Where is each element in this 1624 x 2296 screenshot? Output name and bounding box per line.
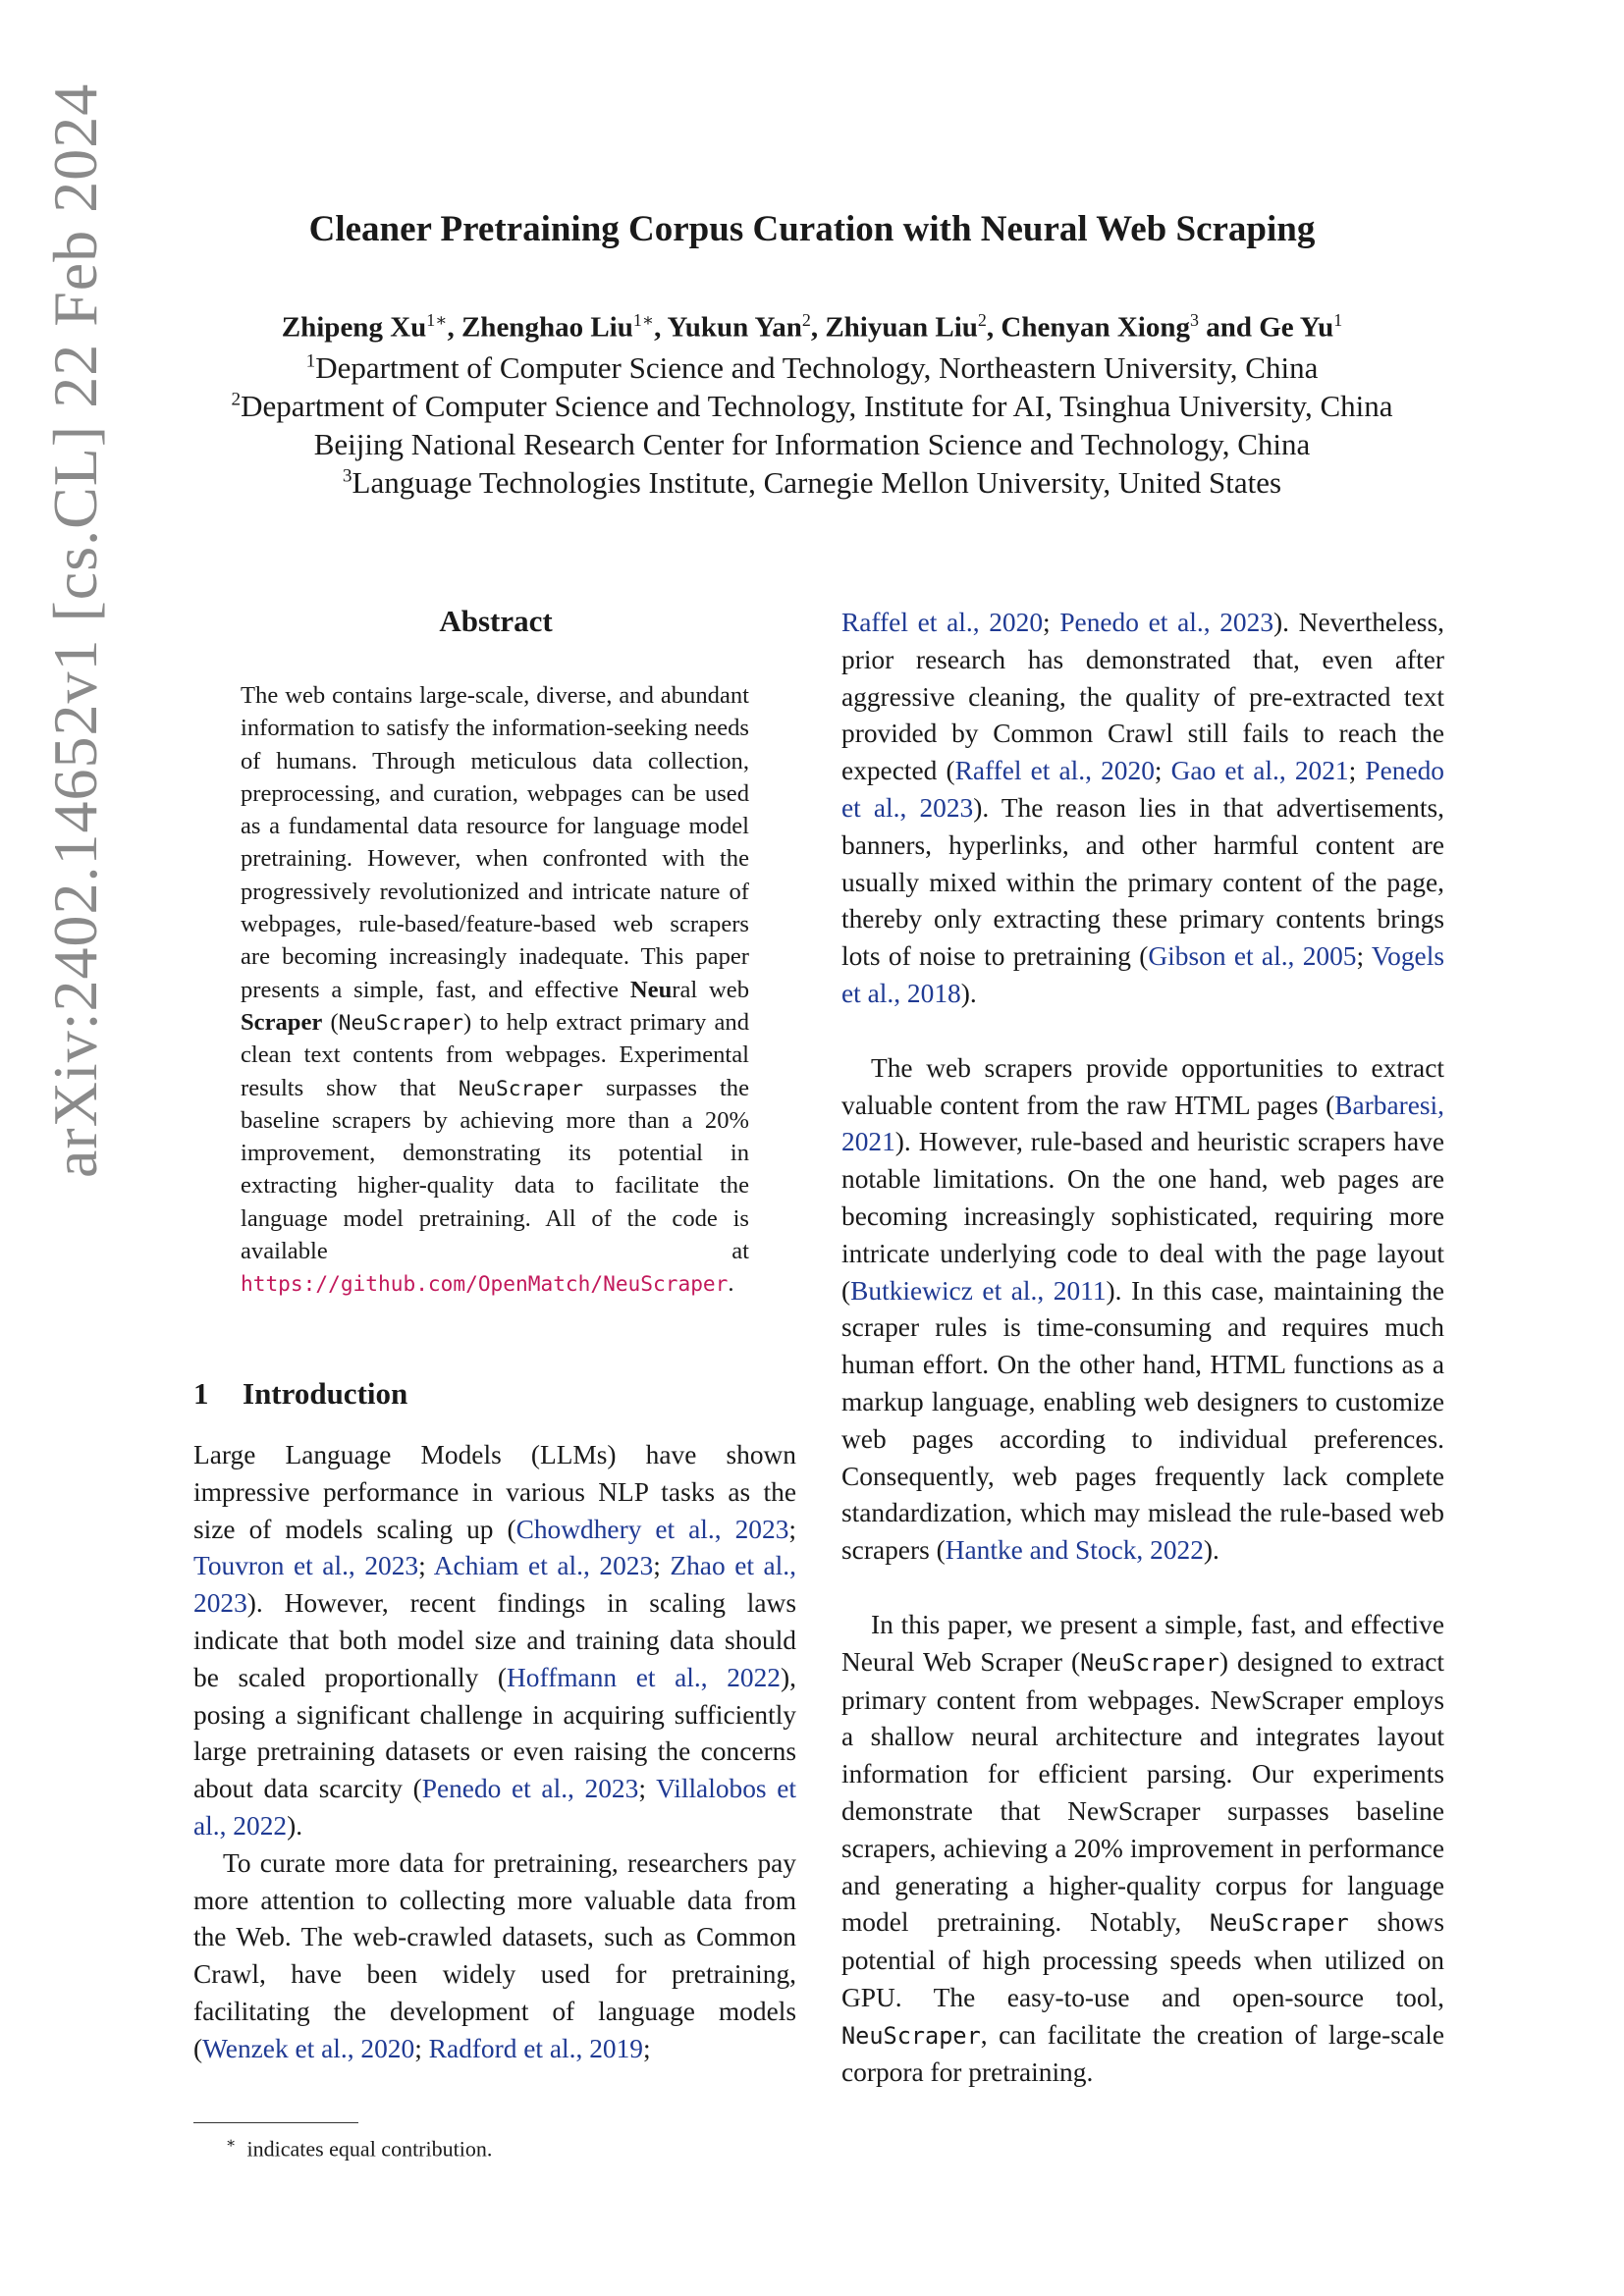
citation-link[interactable]: Villalobos et al., 2022 [193, 1774, 796, 1841]
citation-link[interactable]: Penedo et al., 2023 [421, 1774, 639, 1804]
citation-separator: ; [1043, 608, 1060, 637]
abstract-text: ) to help extract primary and clean text contents from webpages. Experimental results show that [241, 1008, 749, 1101]
citation-separator: ; [638, 1774, 657, 1804]
code-url-link[interactable]: https://github.com/OpenMatch/NeuScraper [241, 1271, 729, 1297]
citation-separator: ; [1154, 756, 1171, 786]
affiliation-text: Department of Computer Science and Technology, Institute for AI, Tsinghua University, China [241, 389, 1393, 423]
footnote [226, 2134, 492, 2162]
citation-separator: ; [1348, 756, 1366, 786]
body-text: ). Nevertheless, prior research has demonstrated that, even after aggressive cleaning, the quality of pre-extracted text provided by Common Crawl still fails to reach the expected ( [841, 608, 1444, 786]
body-text: To curate more data for pretraining, researchers pay more attention to collecting more valuable data from the Web. The web-crawled datasets, such as Common Crawl, have been widely used for pretraining, facilitating the development of language models ( [193, 1847, 796, 2063]
body-text: Large Language Models (LLMs) have shown impressive performance in various NLP tasks as the size of models scaling up ( [193, 1440, 796, 1544]
citation-link[interactable]: Achiam et al., 2023 [433, 1551, 654, 1581]
citation-link[interactable]: Penedo et al., 2023 [841, 756, 1444, 823]
body-text: ). [960, 978, 977, 1008]
abstract-bold-neu: Neu [629, 976, 673, 1003]
citation-link[interactable]: Chowdhery et al., 2023 [515, 1514, 789, 1544]
citation-link[interactable]: Hoffmann et al., 2022 [507, 1662, 781, 1692]
body-text: ). [1203, 1535, 1219, 1566]
author-mark: 2 [801, 310, 811, 330]
body-text: ). However, recent findings in scaling laws indicate that both model size and training data should be scaled proportionally ( [193, 1588, 796, 1692]
intro-paragraph-2 [193, 1845, 796, 2068]
affiliation [0, 427, 1624, 462]
abstract-bold-scraper: Scraper [241, 1008, 323, 1036]
body-text: ). [287, 1810, 303, 1841]
citation-separator: ; [1356, 941, 1372, 972]
author-name: Zhipeng Xu [281, 311, 427, 344]
abstract-text: . [728, 1270, 734, 1298]
author-name: Yukun Yan [667, 311, 802, 344]
affiliation-mark: 1 [305, 350, 316, 372]
abstract-text: ral web [672, 976, 750, 1003]
affiliation [0, 465, 1624, 501]
section-number: 1 [193, 1376, 209, 1411]
citation-link[interactable]: Raffel et al., 2020 [954, 756, 1155, 786]
citation-separator: ; [418, 1551, 434, 1581]
citation-link[interactable]: Penedo et al., 2023 [1059, 608, 1274, 637]
footnote-text: indicates equal contribution. [246, 2136, 493, 2162]
citation-link[interactable]: Wenzek et al., 2020 [202, 2033, 415, 2063]
footnote-rule [193, 2122, 358, 2123]
body-text: The web scrapers provide opportunities to extract valuable content from the raw HTML pages ( [841, 1052, 1444, 1120]
citation-link[interactable]: Vogels et al., 2018 [841, 941, 1444, 1008]
code-name: NeuScraper [338, 1009, 464, 1035]
authors-conjunction: and [1206, 311, 1252, 344]
author-list: Zhipeng $Xu^{1∗}$, Zhenghao Liu$^{1∗}$, Yukun Yan$^2$, Zhiyuan Liu$^2$, Chenyan Xiong$^3$ and Ge Yu$^1$ [281, 310, 1343, 344]
abstract-text: The web contains large-scale, diverse, and abundant information to satisfy the information-seeking needs of humans. Through meticulous data collection, preprocessing, and curation, webpages can be used as a fundamental data resource for language model pretraining. However, when confronted with the progressively revolutionized and intricate nature of webpages, rule-based/feature-based web scrapers are becoming increasingly inadequate. This paper presents a simple, fast, and effective [241, 682, 749, 1003]
citation-separator: ; [642, 2033, 651, 2063]
footnote-mark: ∗ [226, 2135, 237, 2152]
code-name: NeuScraper [458, 1075, 584, 1100]
right-paragraph-3 [841, 1607, 1444, 2092]
citation-link[interactable]: Raffel et al., 2020 [841, 608, 1044, 637]
citation-link[interactable]: Hantke and Stock, 2022 [945, 1535, 1204, 1566]
author-mark: 1∗ [426, 310, 448, 330]
affiliation-text: Language Technologies Institute, Carnegie Mellon University, United States [352, 465, 1282, 500]
citation-link[interactable]: Gibson et al., 2005 [1148, 941, 1357, 972]
body-text: , can facilitate the creation of large-scale corpora for pretraining. [841, 2019, 1444, 2088]
affiliation-mark: 2 [231, 389, 242, 410]
code-name: NeuScraper [1080, 1648, 1219, 1677]
citation-separator: ; [788, 1514, 797, 1544]
code-name: NeuScraper [841, 2021, 981, 2050]
body-text: ), posing a significant challenge in acquiring sufficiently large pretraining datasets or even raising the concerns about data scarcity ( [193, 1662, 796, 1804]
affiliation-mark: 3 [342, 465, 352, 487]
body-text: ). However, rule-based and heuristic scrapers have notable limitations. On the one hand, web pages are becoming increasingly sophisticated, requiring more intricate underlying code to deal with the page layout ( [841, 1127, 1444, 1306]
author-mark: 1 [1333, 310, 1343, 330]
section-heading [193, 1376, 407, 1412]
abstract-heading: Abstract [439, 604, 553, 638]
citation-link[interactable]: Gao et al., 2021 [1170, 756, 1349, 786]
affiliation [0, 350, 1624, 386]
section-title: Introduction [243, 1376, 408, 1411]
author-mark: 1∗ [632, 310, 655, 330]
abstract-text: surpasses the baseline scrapers by achieving more than a 20% improvement, demonstrating its potential in extracting higher-quality data to facilitate the language model pretraining. All of the code is available at [241, 1074, 749, 1265]
author-mark: 3 [1189, 310, 1199, 330]
body-text: In this paper, we present a simple, fast, and effective Neural Web Scraper ( [841, 1609, 1444, 1677]
author-name: Chenyan Xiong [1001, 311, 1190, 344]
citation-link[interactable]: Zhao et al., 2023 [193, 1551, 796, 1619]
abstract-text: ( [322, 1008, 339, 1036]
author-name: Ge Yu [1259, 311, 1334, 344]
author-name: Zhenghao Liu [460, 311, 633, 344]
code-name: NeuScraper [1210, 1909, 1349, 1938]
intro-paragraph-1 [193, 1437, 796, 1845]
body-text: ). In this case, maintaining the scraper rules is time-consuming and requires much human effort. On the other hand, HTML functions as a markup language, enabling web designers to customize web pages according to individual preferences. Consequently, web pages frequently lack complete standardization, which may mislead the rule-based web scrapers ( [841, 1275, 1444, 1566]
right-column [841, 605, 1444, 2092]
affiliation-text: Department of Computer Science and Technology, Northeastern University, China [315, 350, 1319, 385]
arxiv-identifier-stamp: arXiv:2402.14652v1 [cs.CL] 22 Feb 2024 [40, 82, 110, 1178]
author-mark: 2 [977, 310, 987, 330]
affiliation [0, 389, 1624, 424]
right-paragraph-2 [841, 1050, 1444, 1570]
affiliation-text: Beijing National Research Center for Information Science and Technology, China [313, 427, 1311, 461]
citation-link[interactable]: Barbaresi, 2021 [841, 1090, 1444, 1157]
left-column [193, 1437, 796, 2068]
author-name: Zhiyuan Liu [825, 311, 978, 344]
citation-link[interactable]: Butkiewicz et al., 2011 [850, 1275, 1107, 1306]
abstract-body [241, 679, 749, 1301]
citation-link[interactable]: Radford et al., 2019 [428, 2033, 643, 2063]
body-text: ) designed to extract primary content from webpages. NewScraper employs a shallow neural architecture and integrates layout information for efficient parsing. Our experiments demonstrate that NewScraper surpasses baseline scrapers, achieving a 20% improvement in performance and generating a higher-quality corpus for language model pretraining. Notably, [841, 1646, 1444, 1938]
citation-separator: ; [653, 1551, 671, 1581]
right-paragraph-1 [841, 605, 1444, 1013]
body-text: shows potential of high processing speeds when utilized on GPU. The easy-to-use and open-source tool, [841, 1907, 1444, 2012]
citation-link[interactable]: Touvron et al., 2023 [193, 1551, 419, 1581]
paper-title: Cleaner Pretraining Corpus Curation with Neural Web Scraping [308, 209, 1316, 249]
citation-separator: ; [414, 2033, 429, 2063]
body-text: ). The reason lies in that advertisements, banners, hyperlinks, and other harmful content are usually mixed within the primary content of the page, thereby only extracting these primary contents brings lots of noise to pretraining ( [841, 792, 1444, 972]
